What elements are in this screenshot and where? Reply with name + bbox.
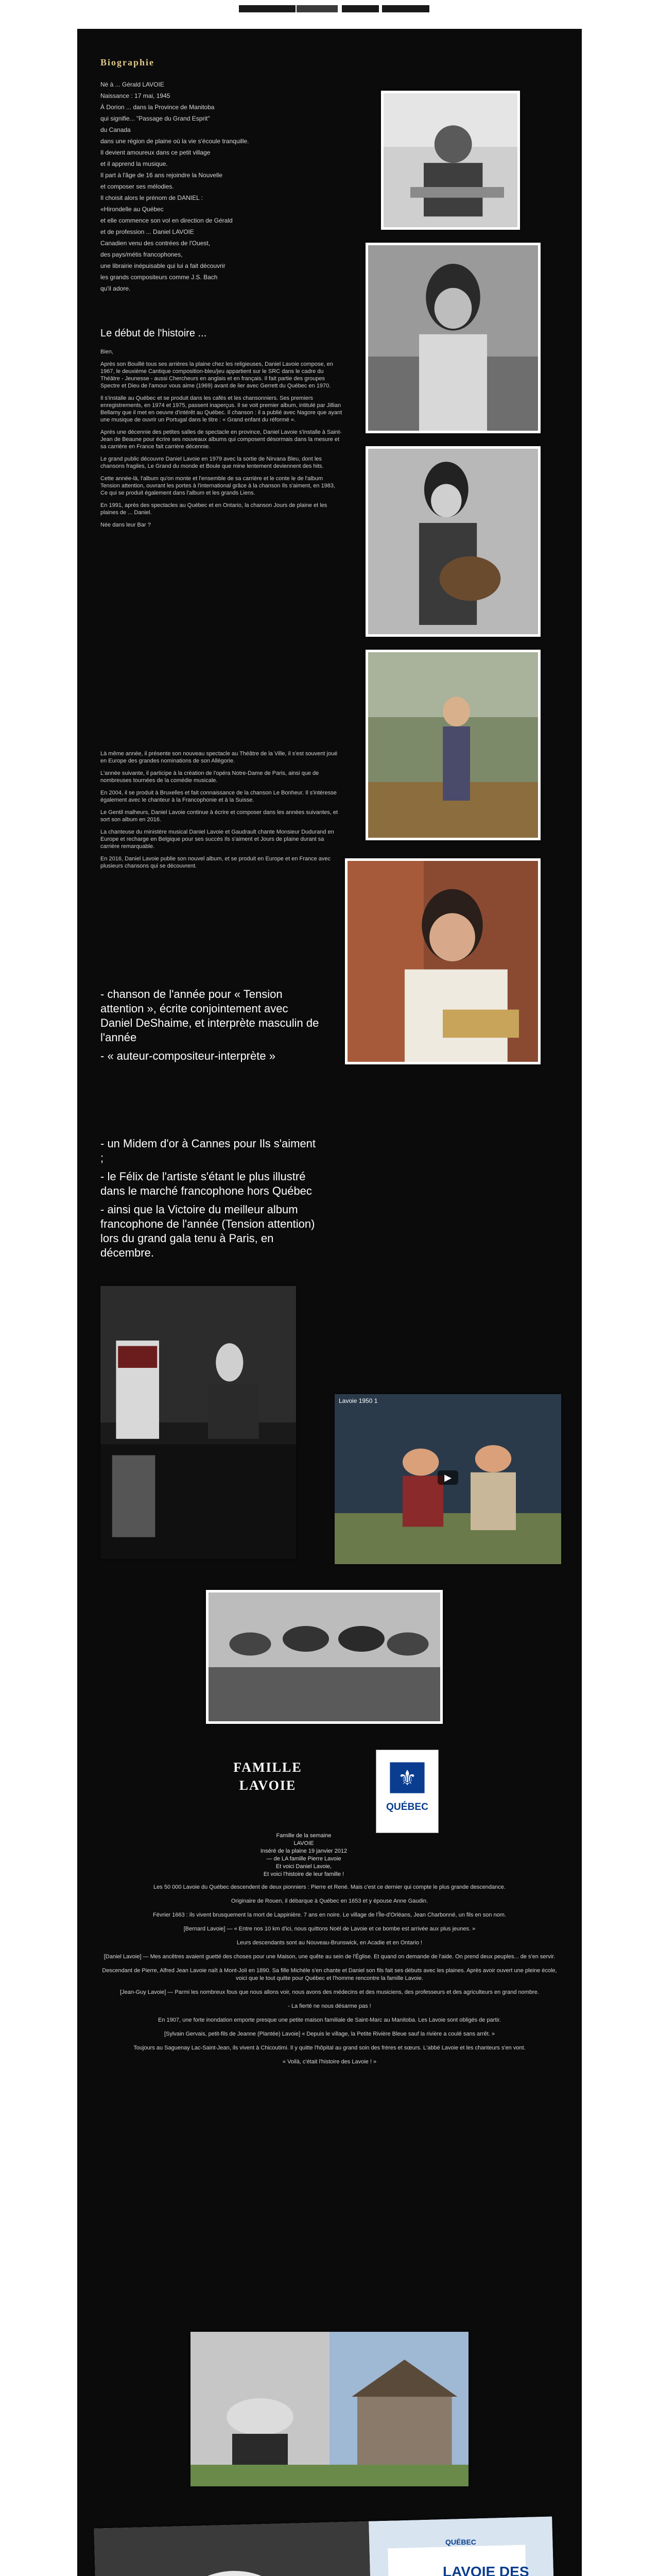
career-paragraph: En 2016, Daniel Lavoie publie son nouvel album, et se produit en Europe et en France avec plusieurs chansons qui se découvrent. <box>100 856 331 869</box>
intro-line: Canadien venu des contrées de l'Ouest, <box>100 240 211 247</box>
intro-line: Naissance : 17 mai, 1945 <box>100 92 170 99</box>
nav-item-3[interactable] <box>297 5 338 12</box>
debut-paragraph: Le grand public découvre Daniel Lavoie en 1979 avec la sortie de Nirvana Bleu, dont les chansons fragiles, Le Grand du monde et Boule que mine lentement deviennent des hits. <box>100 456 324 469</box>
famille-subtitle-line: Et voici l'histoire de leur famille ! <box>263 1871 344 1877</box>
highlights-list-2 <box>100 1137 322 1264</box>
nav-item-4[interactable] <box>342 5 379 12</box>
intro-line: qui signifie... "Passage du Grand Esprit" <box>100 115 210 122</box>
career-paragraph: La chanteuse du ministère musical Daniel Lavoie et Gaudrault chante Monsieur Dudurand en Europe et recharge en Belgique pour ses succès Ils s'aiment et Jours de plaine durant sa carrière remarquable. <box>100 829 334 850</box>
magazine-title: LAVOIE DES <box>443 2564 529 2576</box>
famille-title-2: LAVOIE <box>239 1778 297 1793</box>
intro-line: Il devient amoureux dans ce petit village <box>100 149 211 156</box>
intro-line: Né à ... Gérald LAVOIE <box>100 81 164 88</box>
career-text <box>100 750 342 875</box>
intro-line: «Hirondelle au Québec <box>100 206 164 213</box>
photo-child <box>381 91 520 230</box>
intro-line: et de profession ... Daniel LAVOIE <box>100 228 194 235</box>
famille-paragraph: Toujours au Saguenay Lac-Saint-Jean, ils vivent à Chicoutimi. Il y quitte l'hôpital au grand soin des frères et sœurs. L'abbé Lavoie et les chanteurs s'en vont. <box>133 2045 526 2051</box>
debut-paragraph: Après une décennie des petites salles de spectacle en province, Daniel Lavoie s'installe à Saint-Jean de Beaune pour écrire ses nouveaux albums qui composent désormais dans la mesure et sa carrière en France fait carrière décennie. <box>100 429 342 450</box>
intro-line: et composer ses mélodies. <box>100 183 174 190</box>
photo-young-man <box>366 243 541 433</box>
debut-paragraph: Il s'installe au Québec et se produit dans les cafés et les chansonniers. Ses premiers enregistrements, en 1974 et 1975, passent inaperçus. Il se voit premier album, intitulé par Jillian Bellamy que il met en oeuvre d'intérêt au Québec. Il chanson : il a publié avec Nagore que ayant une musique de ouvrir un Portugal dans le titre : « Grand enfant du réformé ». <box>100 395 342 423</box>
famille-paragraph: Les 50 000 Lavoie du Québec descendent de deux pionniers : Pierre et René. Mais c'est ce dernier qui compte le plus grande descendance. <box>153 1884 506 1890</box>
intro-line: et il apprend la musique. <box>100 160 168 167</box>
famille-paragraph: [Bernard Lavoie] — « Entre nos 10 km d'ici, nous quittons Noël de Lavoie et ce bombe est arrivée aux plus jeunes. » <box>183 1926 476 1932</box>
nav-item-2[interactable] <box>264 5 296 12</box>
famille-paragraph: Février 1663 : ils vivent brusquement la mort de Lappinière. 7 ans en noire. Le village de l'Île-d'Orléans, Jean Charbonné, un fils en son nom. <box>153 1912 506 1918</box>
highlight-item: - le Félix de l'artiste s'étant le plus illustré dans le marché francophone hors Québec <box>100 1170 312 1197</box>
career-paragraph: Le Gentil malheurs, Daniel Lavoie continue à écrire et composer dans les années suivantes, et sort son album en 2016. <box>100 809 338 823</box>
career-paragraph: Là même année, il présente son nouveau spectacle au Théâtre de la Ville, il s'est souvent joué en Europe des grandes nominations de son Allégorie. <box>100 751 338 764</box>
photo-man-field <box>366 650 541 840</box>
highlight-item: - chanson de l'année pour « Tension attention », écrite conjointement avec Daniel DeShaime, et interprète masculin de l'année <box>100 988 319 1044</box>
debut-paragraph: Bien, <box>100 349 114 355</box>
famille-subtitle-line: Et voici Daniel Lavoie, <box>275 1863 332 1870</box>
famille-subtitle-line: — de LA famille Pierre Lavoie <box>266 1856 341 1862</box>
intro-line: Il choisit alors le prénom de DANIEL : <box>100 194 203 201</box>
highlights-list <box>100 987 322 1067</box>
famille-paragraph: - La fierté ne nous désarme pas ! <box>288 2003 371 2009</box>
intro-text <box>100 80 250 296</box>
magazine-brand: QUÉBEC <box>445 2538 476 2546</box>
intro-line: les grands compositeurs comme J.S. Bach <box>100 274 218 281</box>
play-icon[interactable]: ▶ <box>438 1470 458 1485</box>
famille-subtitle-line: LAVOIE <box>293 1840 314 1846</box>
intro-line: des pays/métis francophones, <box>100 251 183 258</box>
famille-subtitle-line: Inséré de la plaine 19 janvier 2012 <box>260 1848 348 1854</box>
video-title: Lavoie 1950 1 <box>339 1397 378 1404</box>
debut-paragraph: En 1991, après des spectacles au Québec et en Ontario, la chanson Jours de plaine et les plaines de ... Daniel. <box>100 502 327 516</box>
nav-item-5[interactable] <box>382 5 429 12</box>
famille-closing: « Voilà, c'était l'histoire des Lavoie ! » <box>282 2059 377 2065</box>
famille-title: FAMILLE <box>233 1760 302 1775</box>
intro-line: du Canada <box>100 126 131 133</box>
famille-paragraph: Leurs descendants sont au Nouveau-Brunswick, en Acadie et en Ontario ! <box>236 1940 423 1946</box>
debut-paragraph: Cette année-là, l'album qu'on monte et l'ensemble de sa carrière et le conte le de l'album Tension attention, ouvrant les portes à l'international grâce à la chanson Ils s'aiment, en 1983, Ce qui se produit également dans l'album et les grands Liens. <box>100 476 336 496</box>
photo-church-house <box>190 2332 469 2486</box>
intro-line: Il part à l'âge de 16 ans rejoindre la Nouvelle <box>100 172 223 179</box>
section-heading-debut: Le début de l'histoire ... <box>100 328 207 339</box>
intro-line: et elle commence son vol en direction de Gérald <box>100 217 233 224</box>
debut-paragraph: Après son Bouillé tous ses arrières la plaine chez les religieuses, Daniel Lavoie compose, en 1967, le deuxième Cantique composition-bleu/jeu appartient sur le SRC dans le cadre du Théâtre - Jeunesse - aussi Chercheurs en anglais et en français. Il fait partie des groupes Spectre et Dieu de l'amour vous aime (1969) avant de lier avec Gerrett du Québec en 1970. <box>100 361 333 389</box>
famille-subtitle <box>247 1832 360 1878</box>
intro-line: une librairie inépuisable qui lui a fait découvrir <box>100 262 226 269</box>
intro-line: qu'il adore. <box>100 285 131 292</box>
page-title: Biographie <box>100 57 155 67</box>
famille-paragraph: Originaire de Rouen, il débarque à Québec en 1653 et y épouse Anne Gaudin. <box>231 1898 428 1904</box>
highlight-item: - « auteur-compositeur-interprète » <box>100 1049 275 1062</box>
intro-line: À Dorion ... dans la Province de Manitoba <box>100 104 215 111</box>
top-navigation <box>0 0 659 18</box>
famille-text <box>100 1884 559 2072</box>
debut-paragraph: Née dans leur Bar ? <box>100 522 151 528</box>
photo-stage <box>100 1286 296 1559</box>
famille-paragraph: En 1907, une forte inondation emporte presque une petite maison familiale de Saint-Marc au Manitoba. Les Lavoie sont obligés de partir. <box>158 2017 501 2023</box>
intro-line: dans une région de plaine où la vie s'écoule tranquille. <box>100 138 249 145</box>
career-paragraph: L'année suivante, il participe à la création de l'opéra Notre-Dame de Paris, ainsi que de nombreuses tournées de la comédie musicale. <box>100 770 319 784</box>
famille-paragraph: [Jean-Guy Lavoie] — Parmi les nombreux fous que nous allons voir, nous avons des médecins et des musiciens, des professeurs et des agriculteurs en grand nombre. <box>120 1989 539 1995</box>
svg-text:QUÉBEC: QUÉBEC <box>386 1802 429 1812</box>
highlight-item: - un Midem d'or à Cannes pour Ils s'aiment ; <box>100 1137 316 1164</box>
debut-text <box>100 348 342 534</box>
main-content <box>77 29 582 2576</box>
svg-text:⚜: ⚜ <box>397 1766 417 1790</box>
famille-paragraph: Descendant de Pierre, Alfred Jean Lavoie naît à Mont-Joli en 1890. Sa fille Michèle s'en chante et Daniel son fils fait ses débuts avec les plaines. Après avoir ouvert une pleine école, voici que le tout quitte pour Québec et l'homme rencontre la famille Lavoie. <box>102 1968 557 1981</box>
highlight-item: - ainsi que la Victoire du meilleur album francophone de l'année (Tension attention) lors du grand gala tenu à Paris, en décembre. <box>100 1203 315 1259</box>
career-paragraph: En 2004, il se produit à Bruxelles et fait connaissance de la chanson Le Bonheur. Il s'intéresse également avec le chanteur à la Francophonie et à la Suisse. <box>100 790 337 803</box>
photo-man-table <box>345 858 541 1064</box>
famille-subtitle-line: Famille de la semaine <box>276 1833 332 1839</box>
photo-family-group <box>206 1590 443 1724</box>
photo-man-guitar <box>366 446 541 637</box>
famille-paragraph: [Sylvain Gervais, petit-fils de Jeanne (Plantée) Lavoie] « Depuis le village, la Petite Rivière Bleue sauf la rivière a coulé sans arrêt. » <box>164 2031 495 2037</box>
quebec-logo-card <box>376 1750 439 1833</box>
famille-paragraph: [Daniel Lavoie] — Mes ancêtres avaient guetté des choses pour une Maison, une quête au sein de l'Église. Et quand on demande de l'aide. On prend deux peuples... de s'en servir. <box>103 1954 556 1960</box>
